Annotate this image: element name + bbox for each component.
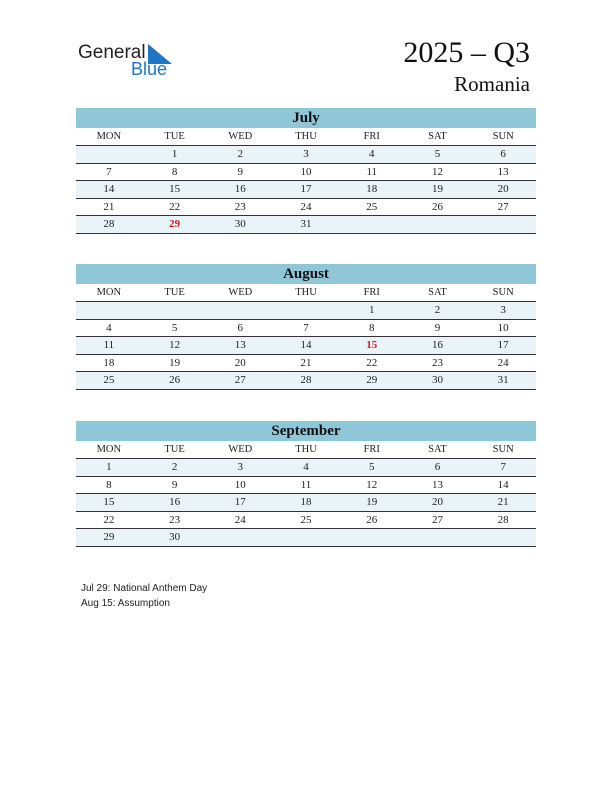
day-cell: 20 <box>431 496 443 508</box>
day-cell: 26 <box>431 200 443 213</box>
weekday-label: FRI <box>363 287 380 298</box>
week-row <box>76 164 536 182</box>
day-cell <box>405 216 471 233</box>
weekday-label: SUN <box>492 287 514 298</box>
month-calendar-september <box>76 421 536 547</box>
week-row <box>76 512 536 530</box>
day-cell: 8 <box>106 478 112 491</box>
page-subtitle-country: Romania <box>454 72 530 96</box>
weekday-label: SAT <box>428 287 447 298</box>
day-cell: 28 <box>497 513 509 526</box>
weekday-label: MON <box>96 131 122 142</box>
day-cell: 20 <box>497 183 509 195</box>
week-row <box>76 355 536 373</box>
day-cell: 12 <box>366 478 378 491</box>
day-cell: 11 <box>103 339 115 351</box>
day-cell: 14 <box>497 478 509 491</box>
day-cell: 3 <box>303 148 309 160</box>
day-cell: 10 <box>234 478 246 491</box>
weekday-header-row <box>76 441 536 459</box>
day-cell: 9 <box>171 478 178 491</box>
weekday-label: TUE <box>164 131 185 142</box>
day-cell: 22 <box>169 200 181 213</box>
day-cell <box>76 146 142 163</box>
week-row <box>76 459 536 477</box>
week-row <box>76 320 536 338</box>
generalblue-logo <box>78 42 178 82</box>
day-cell: 1 <box>368 304 375 316</box>
day-cell: 29 <box>366 374 378 386</box>
day-cell: 5 <box>434 148 441 160</box>
weekday-header-row <box>76 284 536 302</box>
weekday-label: THU <box>295 131 317 142</box>
day-cell: 7 <box>106 165 112 178</box>
weekday-header-row <box>76 128 536 146</box>
day-cell: 30 <box>234 218 246 230</box>
holiday-note: Aug 15: Assumption <box>81 597 170 609</box>
weekday-label: THU <box>295 444 317 455</box>
day-cell: 8 <box>368 321 375 334</box>
day-cell: 2 <box>237 148 244 160</box>
day-cell: 24 <box>300 200 312 213</box>
day-cell: 20 <box>234 356 246 369</box>
day-cell: 5 <box>368 461 375 473</box>
day-cell: 22 <box>103 513 115 526</box>
day-cell: 15 <box>366 339 378 351</box>
day-cell: 11 <box>300 478 312 491</box>
day-cell: 27 <box>431 513 443 526</box>
day-cell: 5 <box>171 321 178 334</box>
day-cell: 29 <box>169 218 181 230</box>
weekday-label: WED <box>228 444 253 455</box>
weekday-label: SAT <box>428 444 447 455</box>
day-cell: 21 <box>300 356 312 369</box>
day-cell: 14 <box>103 183 115 195</box>
day-cell: 19 <box>431 183 443 195</box>
week-row <box>76 181 536 199</box>
day-cell <box>76 302 142 319</box>
day-cell: 23 <box>234 200 246 213</box>
month-calendar-july <box>76 108 536 234</box>
day-cell: 14 <box>300 339 312 351</box>
day-cell: 28 <box>300 374 312 386</box>
month-calendar-august <box>76 264 536 390</box>
day-cell: 15 <box>103 496 115 508</box>
day-cell: 7 <box>303 321 309 334</box>
day-cell: 17 <box>497 339 509 351</box>
day-cell: 18 <box>300 496 312 508</box>
day-cell: 4 <box>106 321 112 334</box>
day-cell: 18 <box>103 356 115 369</box>
month-title: September <box>76 421 536 441</box>
day-cell: 10 <box>300 165 312 178</box>
day-cell <box>339 216 405 233</box>
day-cell: 21 <box>103 200 115 213</box>
day-cell: 27 <box>234 374 246 386</box>
day-cell: 11 <box>366 165 378 178</box>
day-cell: 4 <box>368 148 375 160</box>
day-cell: 25 <box>103 374 115 386</box>
day-cell: 26 <box>169 374 181 386</box>
day-cell: 1 <box>106 461 112 473</box>
day-cell: 3 <box>500 304 506 316</box>
weekday-label: SUN <box>492 444 514 455</box>
day-cell: 4 <box>303 461 309 473</box>
day-cell: 13 <box>431 478 443 491</box>
week-row <box>76 529 536 547</box>
day-cell: 30 <box>169 531 181 543</box>
day-cell: 24 <box>234 513 246 526</box>
weekday-label: WED <box>228 287 253 298</box>
day-cell: 2 <box>171 461 178 473</box>
day-cell <box>470 216 536 233</box>
day-cell: 16 <box>431 339 443 351</box>
day-cell: 22 <box>366 356 378 369</box>
day-cell: 7 <box>500 461 506 473</box>
day-cell: 28 <box>103 218 115 230</box>
holiday-notes <box>81 582 207 611</box>
day-cell: 12 <box>431 165 443 178</box>
weekday-label: FRI <box>363 444 380 455</box>
week-row <box>76 216 536 234</box>
weekday-label: TUE <box>164 444 185 455</box>
weekday-label: WED <box>228 131 253 142</box>
week-row <box>76 146 536 164</box>
month-title: August <box>76 264 536 284</box>
day-cell: 9 <box>237 165 244 178</box>
day-cell: 27 <box>497 200 509 213</box>
weekday-label: THU <box>295 287 317 298</box>
day-cell: 6 <box>434 461 441 473</box>
weekday-label: SUN <box>492 131 514 142</box>
day-cell <box>207 529 273 546</box>
day-cell: 16 <box>234 183 246 195</box>
page-title-year-quarter: 2025 – Q3 <box>403 36 530 69</box>
day-cell: 29 <box>103 531 115 543</box>
day-cell: 3 <box>237 461 244 473</box>
day-cell: 19 <box>366 496 378 508</box>
weekday-label: MON <box>96 444 122 455</box>
week-row <box>76 494 536 512</box>
day-cell: 31 <box>497 374 509 386</box>
day-cell: 15 <box>169 183 181 195</box>
weekday-label: MON <box>96 287 122 298</box>
day-cell: 26 <box>366 513 378 526</box>
month-title: July <box>76 108 536 128</box>
day-cell <box>470 529 536 546</box>
day-cell: 23 <box>169 513 181 526</box>
day-cell: 2 <box>434 304 441 316</box>
day-cell: 19 <box>169 356 181 369</box>
day-cell: 25 <box>366 200 378 213</box>
day-cell: 8 <box>171 165 178 178</box>
day-cell <box>339 529 405 546</box>
week-row <box>76 199 536 217</box>
day-cell: 25 <box>300 513 312 526</box>
holiday-note: Jul 29: National Anthem Day <box>81 583 208 594</box>
day-cell <box>405 529 471 546</box>
day-cell <box>207 302 273 319</box>
day-cell: 18 <box>366 183 378 195</box>
week-row <box>76 337 536 355</box>
day-cell: 13 <box>234 339 246 351</box>
day-cell: 13 <box>497 165 509 178</box>
day-cell: 16 <box>169 496 181 508</box>
day-cell <box>273 529 339 546</box>
logo-text-general: General <box>78 42 146 63</box>
weekday-label: SAT <box>428 131 447 142</box>
day-cell: 10 <box>497 321 509 334</box>
day-cell: 17 <box>300 183 312 195</box>
day-cell: 17 <box>234 496 246 508</box>
day-cell: 21 <box>497 496 509 508</box>
day-cell: 1 <box>171 148 178 160</box>
day-cell: 30 <box>431 374 443 386</box>
day-cell <box>273 302 339 319</box>
day-cell: 9 <box>434 321 441 334</box>
day-cell: 31 <box>300 218 312 230</box>
week-row <box>76 477 536 495</box>
day-cell: 12 <box>169 339 181 351</box>
weekday-label: TUE <box>164 287 185 298</box>
logo-text-blue: Blue <box>131 59 168 79</box>
weekday-label: FRI <box>363 131 380 142</box>
day-cell: 6 <box>500 148 506 160</box>
day-cell <box>142 302 208 319</box>
day-cell: 6 <box>237 321 244 334</box>
day-cell: 23 <box>431 356 443 369</box>
week-row <box>76 372 536 390</box>
day-cell: 24 <box>497 356 509 369</box>
week-row <box>76 302 536 320</box>
